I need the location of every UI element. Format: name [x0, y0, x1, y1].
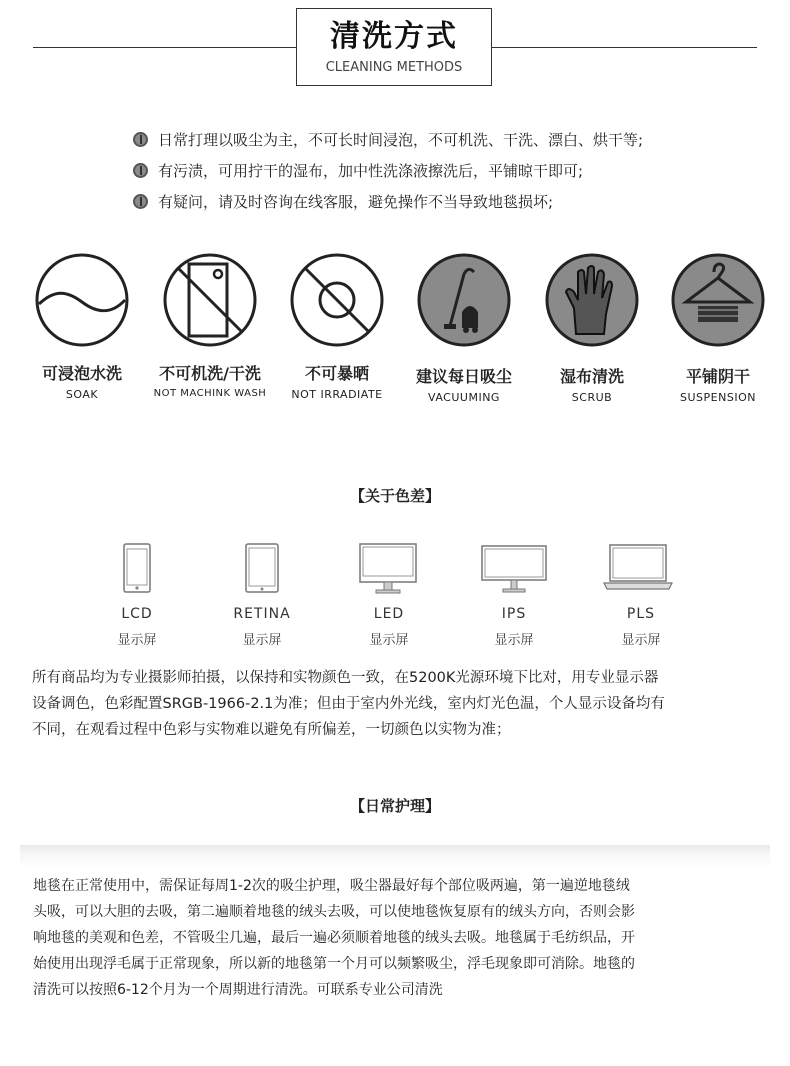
- care-label-no-machine-wash: 不可机洗/干洗: [159, 364, 261, 383]
- page-title: 清洗方式: [330, 19, 458, 54]
- color-paragraph-line: 所有商品均为专业摄影师拍摄，以保持和实物颜色一致，在5200K光源环境下比对，用专业显示器: [32, 670, 659, 686]
- hanger-icon: [670, 252, 766, 348]
- laptop-icon: [603, 543, 673, 593]
- daily-care-line: 头吸，可以大胆的去吸，第二遍顺着地毯的绒头去吸，可以使地毯恢复原有的绒头方向，否则会影: [33, 904, 635, 920]
- device-sub-pls: 显示屏: [621, 633, 661, 648]
- monitor-icon: [359, 543, 417, 595]
- bullet-item: 有污渍，可用拧干的湿布，加中性洗涤液擦洗后，平铺晾干即可;: [133, 159, 583, 181]
- bullet-item: 日常打理以吸尘为主，不可长时间浸泡，不可机洗、干洗、漂白、烘干等;: [133, 128, 643, 150]
- daily-care-title: 【日常护理】: [349, 797, 440, 815]
- device-sub-led: 显示屏: [369, 633, 409, 648]
- care-sub-no-machine-wash: NOT MACHINK WASH: [153, 388, 267, 399]
- care-label-suspension: 平铺阴干: [685, 367, 750, 386]
- widescreen-monitor-icon: [481, 543, 547, 595]
- device-name-ips: IPS: [501, 606, 527, 622]
- daily-care-line: 地毯在正常使用中，需保证每周1-2次的吸尘护理，吸尘器最好每个部位吸两遍，第一遍逆地毯绒: [33, 878, 630, 894]
- device-name-retina: RETINA: [233, 606, 291, 622]
- device-name-led: LED: [373, 606, 405, 622]
- color-paragraph: [32, 665, 665, 743]
- header-line-right: [492, 47, 757, 48]
- care-label-vacuum: 建议每日吸尘: [415, 367, 512, 386]
- care-sub-scrub: SCRUB: [571, 391, 613, 404]
- device-sub-ips: 显示屏: [494, 633, 534, 648]
- daily-care-line: 响地毯的美观和色差，不管吸尘几遍，最后一遍必须顺着地毯的绒头去吸。地毯属于毛纺织品，开: [33, 930, 635, 946]
- glove-icon: [544, 252, 640, 348]
- bullet-dot-icon: [133, 194, 148, 209]
- device-sub-lcd: 显示屏: [117, 633, 157, 648]
- care-label-no-irradiate: 不可暴晒: [304, 364, 369, 383]
- bullet-dot-icon: [133, 163, 148, 178]
- care-label-soak: 可浸泡水洗: [41, 364, 122, 383]
- care-sub-soak: SOAK: [65, 388, 99, 401]
- vacuum-icon: [416, 252, 512, 348]
- color-paragraph-line: 不同，在观看过程中色彩与实物难以避免有所偏差，一切颜色以实物为准；: [32, 722, 511, 738]
- care-sub-suspension: SUSPENSION: [680, 391, 756, 404]
- daily-care-line: 清洗可以按照6-12个月为一个周期进行清洗。可联系专业公司清洗: [33, 982, 443, 998]
- header-line-left: [33, 47, 296, 48]
- bullet-item: 有疑问，请及时咨询在线客服，避免操作不当导致地毯损坏;: [133, 190, 553, 212]
- phone-icon: [123, 543, 151, 593]
- device-name-lcd: LCD: [121, 606, 153, 622]
- tablet-icon: [245, 543, 279, 593]
- page-subtitle: CLEANING METHODS: [325, 60, 463, 75]
- device-sub-retina: 显示屏: [242, 633, 282, 648]
- care-sub-vacuum: VACUUMING: [428, 391, 500, 404]
- no-irradiate-icon: [289, 252, 385, 348]
- daily-care-line: 始使用出现浮毛属于正常现象，所以新的地毯第一个月可以频繁吸尘，浮毛现象即可消除。地毯的: [33, 956, 635, 972]
- color-section-title: 【关于色差】: [349, 487, 440, 505]
- bullet-dot-icon: [133, 132, 148, 147]
- daily-care-paragraph: [33, 873, 635, 1003]
- care-sub-no-irradiate: NOT IRRADIATE: [291, 388, 383, 401]
- no-machine-wash-icon: [162, 252, 258, 348]
- care-label-scrub: 湿布清洗: [559, 367, 624, 386]
- device-name-pls: PLS: [626, 606, 656, 622]
- color-paragraph-line: 设备调色，色彩配置SRGB-1966-2.1为准；但由于室内外光线，室内灯光色温，个人显示设备均有: [32, 696, 665, 712]
- soak-icon: [34, 252, 130, 348]
- header-box: [296, 8, 492, 86]
